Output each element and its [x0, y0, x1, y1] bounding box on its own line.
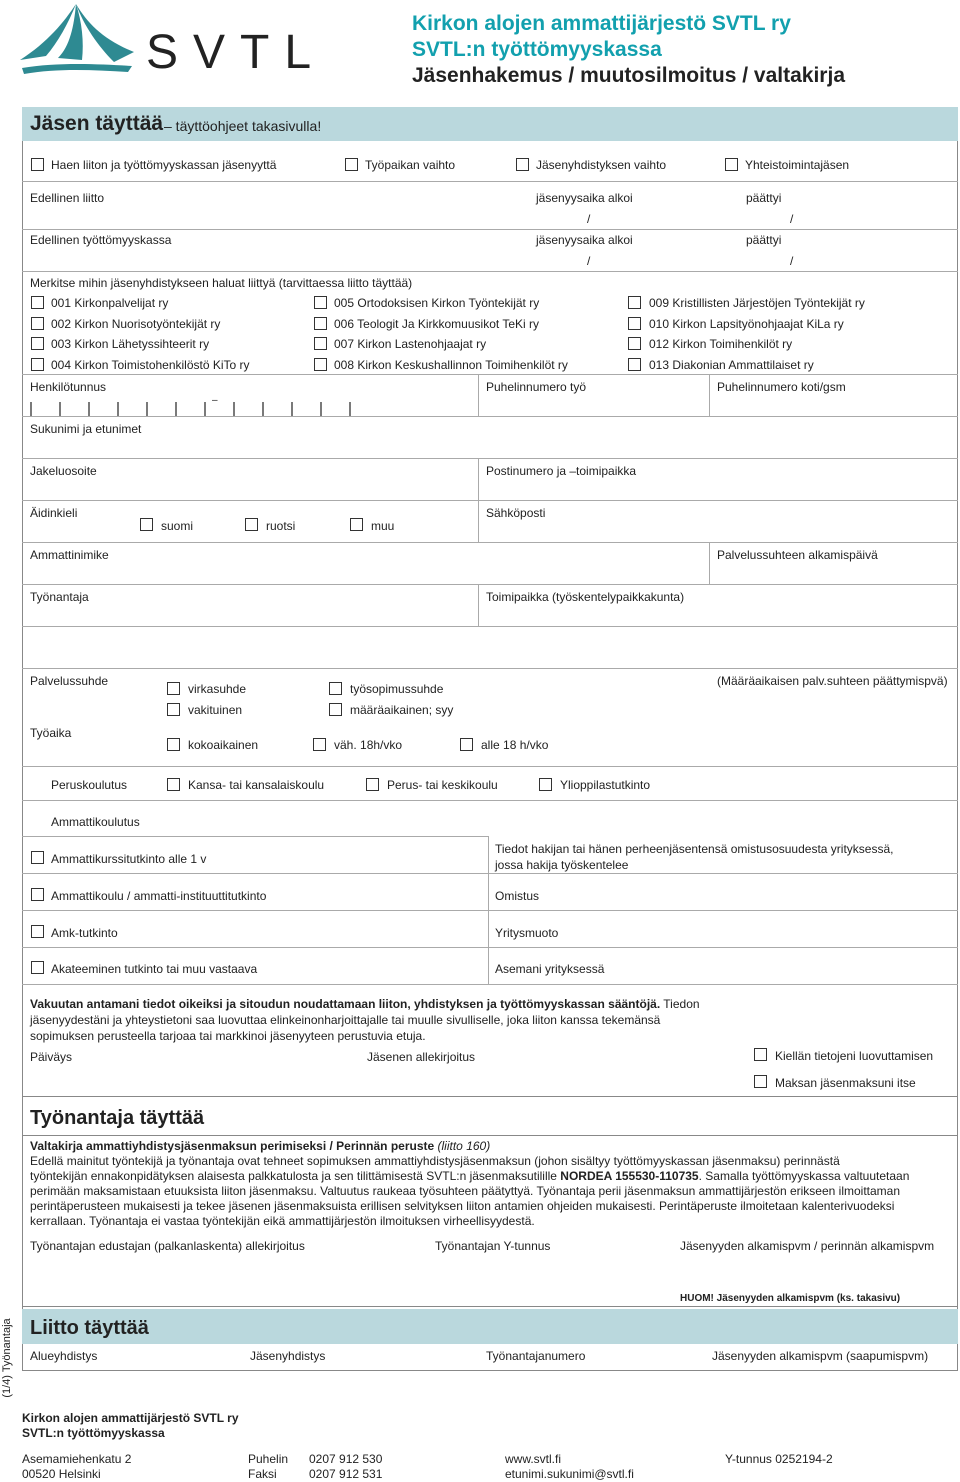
lang-fi: suomi — [161, 519, 194, 533]
checkbox-basic-1[interactable] — [167, 778, 180, 791]
mandate-line: perintäperusteen mukaisesti ja tekee jäsenen jäsenmaksuista erillisen selvityksen liiton antamien ohjeiden mukaisesti. Perintäperuste ilmoitetaan kalenterivuodeksi — [30, 1199, 895, 1213]
association-item: 004 Kirkon Toimistohenkilöstö KiTo ry — [51, 358, 250, 372]
footer-org-1: Kirkon alojen ammattijärjestö SVTL ry — [22, 1411, 239, 1425]
mandate-line: Edellä mainitut työntekijä ja työnantaja ovat tehneet sopimuksen ammattiyhdistysjäsenmaksun (johon sisältyy työttömyyskassan jäsenmaksu) perinnästä — [30, 1154, 840, 1168]
mandate-line-end: . Samalla työttömyyskassa valtuutetaan — [698, 1169, 910, 1183]
checkbox-deny-disclosure[interactable] — [754, 1048, 767, 1061]
association-item: 003 Kirkon Lähetyssihteerit ry — [51, 337, 210, 351]
divider-v — [478, 374, 479, 416]
option-min-18h: väh. 18h/vko — [334, 738, 403, 752]
divider-v — [488, 836, 489, 984]
association-item: 010 Kirkon Lapsityönohjaajat KiLa ry — [649, 317, 844, 331]
footer-phone-label: Puhelin — [248, 1452, 289, 1466]
footer-fax: 0207 912 531 — [309, 1467, 383, 1481]
header-title-3: Jäsenhakemus / muutosilmoitus / valtakirja — [412, 64, 845, 87]
checkbox-apply[interactable] — [31, 158, 44, 171]
option-permanent: vakituinen — [188, 703, 243, 717]
checkbox-under-18h[interactable] — [460, 738, 473, 751]
footer-phone: 0207 912 530 — [309, 1452, 383, 1466]
checkbox-office[interactable] — [167, 682, 180, 695]
association-item: 002 Kirkon Nuorisotyöntekijät ry — [51, 317, 221, 331]
divider — [22, 984, 958, 985]
declaration-line2: jäsenyydestäni ja yhteystietoni saa luovuttaa elinkeinonharjoittajalle tai muulle sivulliselle, joka liiton kanssa tekemänsä — [30, 1013, 661, 1027]
divider — [22, 668, 958, 669]
mandate-line: työntekijän ennakonpidätyksen alaisesta palkkatulosta ja sen tilittämisestä SVTL:n jäsenmaksutilille — [30, 1169, 557, 1183]
checkbox-cooperation-member[interactable] — [725, 158, 738, 171]
checkbox-association[interactable] — [628, 317, 641, 330]
association-item: 012 Kirkon Toimihenkilöt ry — [649, 337, 793, 351]
account-number: NORDEA 155530-110735 — [560, 1169, 699, 1183]
divider — [22, 910, 958, 911]
union-section-title: Liitto täyttää — [30, 1317, 149, 1339]
option-fixed-term: määräaikainen; syy — [350, 703, 454, 717]
label-phone-home: Puhelinnumero koti/gsm — [717, 380, 846, 394]
divider-v — [478, 584, 479, 626]
label-association: Jäsenyhdistys — [250, 1349, 326, 1363]
checkbox-association[interactable] — [628, 358, 641, 371]
divider — [22, 500, 958, 501]
label-membership-start: Jäsenyyden alkamispvm / perinnän alkamispvm — [680, 1239, 935, 1253]
label-service-start: Palvelussuhteen alkamispäivä — [717, 548, 878, 562]
label-end-2: päättyi — [746, 233, 782, 247]
option-office: virkasuhde — [188, 682, 247, 696]
divider-v — [709, 542, 710, 584]
option-basic-3: Ylioppilastutkinto — [560, 778, 651, 792]
option-contract: työsopimussuhde — [350, 682, 444, 696]
ownership-row: Omistus — [495, 889, 540, 903]
divider-v — [478, 500, 479, 542]
mandate-line: perimään maksamistaan etuuksista liiton jäsenmaksu. Valtuutus raukeaa työsuhteen päätyttyä. Työnantaja perii jäsenmaksun ammattijärjestön erikseen ilmoittaman — [30, 1184, 901, 1198]
label-employer-number: Työnantajanumero — [486, 1349, 586, 1363]
label-end-1: päättyi — [746, 191, 782, 205]
ssn-dash: – — [212, 395, 218, 406]
checkbox-voc-4[interactable] — [31, 961, 44, 974]
label-job-title: Ammattinimike — [30, 548, 109, 562]
association-item: 008 Kirkon Keskushallinnon Toimihenkilöt ry — [334, 358, 568, 372]
checkbox-association[interactable] — [31, 358, 44, 371]
checkbox-association[interactable] — [628, 337, 641, 350]
option-basic-1: Kansa- tai kansalaiskoulu — [188, 778, 325, 792]
checkbox-basic-2[interactable] — [366, 778, 379, 791]
checkbox-lang-sv[interactable] — [245, 518, 258, 531]
option-basic-2: Perus- tai keskikoulu — [387, 778, 498, 792]
divider-v — [478, 458, 479, 500]
label-previous-union: Edellinen liitto — [30, 191, 105, 205]
label-fixed-end: (Määräaikaisen palv.suhteen päättymispvä) — [717, 674, 948, 688]
checkbox-association[interactable] — [314, 296, 327, 309]
association-item: 009 Kristillisten Järjestöjen Työntekijät ry — [649, 296, 865, 310]
declaration-bold: Vakuutan antamani tiedot oikeiksi ja sitoudun noudattamaan liiton, yhdistyksen ja työttömyyskassan sääntöjä. — [30, 997, 661, 1011]
checkbox-pay-self[interactable] — [754, 1075, 767, 1088]
label-name: Sukunimi ja etunimet — [30, 422, 142, 436]
label-employer-ytunnus: Työnantajan Y-tunnus — [435, 1239, 551, 1253]
label-regional: Alueyhdistys — [30, 1349, 98, 1363]
label-address: Jakeluosoite — [30, 464, 97, 478]
option-under-18h: alle 18 h/vko — [481, 738, 549, 752]
option-pay-self: Maksan jäsenmaksuni itse — [775, 1076, 916, 1090]
frame-left — [22, 141, 23, 1370]
association-item: 006 Teologit Ja Kirkkomuusikot TeKi ry — [334, 317, 539, 331]
side-label: (1/4) Työnantaja — [1, 1318, 13, 1398]
label-employer-signature: Työnantajan edustajan (palkanlaskenta) allekirjoitus — [30, 1239, 305, 1253]
checkbox-voc-3[interactable] — [31, 925, 44, 938]
label-postal: Postinumero ja –toimipaikka — [486, 464, 637, 478]
association-item: 013 Diakonian Ammattilaiset ry — [649, 358, 814, 372]
label-start-1: jäsenyysaika alkoi — [536, 191, 633, 205]
label-ssn: Henkilötunnus — [30, 380, 107, 394]
ownership-row: Asemani yrityksessä — [495, 962, 605, 976]
option-full-time: kokoaikainen — [188, 738, 259, 752]
checkbox-association[interactable] — [314, 337, 327, 350]
divider — [22, 1096, 958, 1097]
option-voc-3: Amk-tutkinto — [51, 926, 118, 940]
checkbox-association[interactable] — [31, 317, 44, 330]
label-date: Päiväys — [30, 1050, 73, 1064]
divider — [22, 873, 958, 874]
divider — [22, 836, 488, 837]
mandate-liitto: (liitto 160) — [434, 1139, 491, 1153]
checkbox-voc-1[interactable] — [31, 851, 44, 864]
label-member-signature: Jäsenen allekirjoitus — [367, 1050, 476, 1064]
footer-ytunnus: Y-tunnus 0252194-2 — [725, 1452, 833, 1466]
option-voc-1: Ammattikurssitutkinto alle 1 v — [51, 852, 207, 866]
label-phone-work: Puhelinnumero työ — [486, 380, 587, 394]
divider — [22, 947, 958, 948]
label-workplace: Toimipaikka (työskentelypaikkakunta) — [486, 590, 685, 604]
checkbox-voc-2[interactable] — [31, 888, 44, 901]
label-start-2: jäsenyysaika alkoi — [536, 233, 633, 247]
divider — [22, 626, 958, 627]
divider — [22, 1306, 958, 1307]
divider-v — [709, 374, 710, 416]
ownership-title-2: jossa hakija työskentelee — [495, 858, 629, 872]
declaration-line1: Tiedon — [660, 997, 700, 1011]
slash: / — [587, 212, 591, 226]
ownership-title-1: Tiedot hakijan tai hänen perheenjäsentensä omistusosuudesta yrityksessä, — [495, 842, 894, 856]
mandate-line: kerrallaan. Työnantaja ei vastaa työntekijän eikä ammattijärjestön ilmoituksen virheellisyydestä. — [30, 1214, 535, 1228]
divider — [22, 584, 958, 585]
label-email: Sähköposti — [486, 506, 546, 520]
slash: / — [790, 254, 794, 268]
label-previous-fund: Edellinen työttömyyskassa — [30, 233, 172, 247]
checkbox-lang-other[interactable] — [350, 518, 363, 531]
checkbox-basic-3[interactable] — [539, 778, 552, 791]
checkbox-min-18h[interactable] — [313, 738, 326, 751]
footer-street: Asemamiehenkatu 2 — [22, 1452, 132, 1466]
header-title-2: SVTL:n työttömyyskassa — [412, 38, 662, 61]
label-relation: Palvelussuhde — [30, 674, 109, 688]
label-employer: Työnantaja — [30, 590, 89, 604]
frame-right — [957, 141, 958, 1370]
declaration-text — [30, 996, 730, 1044]
svtl-logo — [18, 2, 136, 74]
mandate-title: Valtakirja ammattiyhdistysjäsenmaksun perimiseksi / Perinnän peruste — [30, 1139, 435, 1153]
footer-web[interactable]: www.svtl.fi — [505, 1452, 562, 1466]
mandate-text — [30, 1139, 950, 1229]
association-item: 001 Kirkonpalvelijat ry — [51, 296, 169, 310]
slash: / — [587, 254, 591, 268]
checkbox-lang-fi[interactable] — [140, 518, 153, 531]
input-line[interactable] — [22, 271, 958, 272]
label-union-start: Jäsenyyden alkamispvm (saapumispvm) — [712, 1349, 929, 1363]
member-instructions: – täyttöohjeet takasivulla! — [164, 118, 322, 134]
label-basic-education: Peruskoulutus — [51, 778, 128, 792]
checkbox-workplace-change[interactable] — [345, 158, 358, 171]
header-title-1: Kirkon alojen ammattijärjestö SVTL ry — [412, 12, 791, 35]
divider — [22, 542, 958, 543]
option-voc-4: Akateeminen tutkinto tai muu vastaava — [51, 962, 258, 976]
divider — [22, 458, 958, 459]
footer-org-2: SVTL:n työttömyyskassa — [22, 1426, 165, 1440]
checkbox-full-time[interactable] — [167, 738, 180, 751]
lang-other: muu — [371, 519, 395, 533]
logo-text: SVTL — [146, 26, 327, 79]
divider — [22, 766, 958, 767]
divider — [22, 181, 958, 182]
checkbox-fixed-term[interactable] — [329, 703, 342, 716]
employer-section-title: Työnantaja täyttää — [30, 1107, 205, 1129]
divider — [22, 1370, 958, 1371]
lang-sv: ruotsi — [266, 519, 296, 533]
note: HUOM! Jäsenyyden alkamispvm (ks. takasivu) — [680, 1293, 901, 1304]
divider — [22, 374, 958, 375]
ownership-row: Yritysmuoto — [495, 926, 559, 940]
option-voc-2: Ammattikoulu / ammatti-instituuttitutkinto — [51, 889, 267, 903]
checkbox-association[interactable] — [31, 337, 44, 350]
footer-email[interactable]: etunimi.sukunimi@svtl.fi — [505, 1467, 634, 1481]
change-cooperation: Yhteistoimintajäsen — [745, 158, 850, 172]
change-workplace: Työpaikan vaihto — [365, 158, 456, 172]
association-item: 005 Ortodoksisen Kirkon Työntekijät ry — [334, 296, 540, 310]
checkbox-association[interactable] — [314, 358, 327, 371]
declaration-line3: sopimuksen perusteella tarjoaa tai markkinoi jäsenyyteen perustuvia etuja. — [30, 1029, 426, 1043]
ssn-boxes[interactable] — [30, 400, 360, 416]
divider — [22, 416, 958, 417]
checkbox-association[interactable] — [314, 317, 327, 330]
label-vocational: Ammattikoulutus — [51, 815, 140, 829]
change-association: Jäsenyhdistyksen vaihto — [536, 158, 667, 172]
input-line[interactable] — [22, 229, 958, 230]
associations-label: Merkitse mihin jäsenyhdistykseen haluat liittyä (tarvittaessa liitto täyttää) — [30, 276, 413, 290]
member-section-title: Jäsen täyttää — [30, 112, 164, 135]
checkbox-association[interactable] — [628, 296, 641, 309]
footer-city: 00520 Helsinki — [22, 1467, 101, 1481]
checkbox-permanent[interactable] — [167, 703, 180, 716]
divider — [22, 800, 958, 801]
divider — [22, 1135, 958, 1136]
option-deny: Kiellän tietojeni luovuttamisen — [775, 1049, 934, 1063]
association-item: 007 Kirkon Lastenohjaajat ry — [334, 337, 487, 351]
change-apply: Haen liiton ja työttömyyskassan jäsenyyttä — [51, 158, 277, 172]
union-section-bar — [22, 1309, 958, 1344]
checkbox-contract[interactable] — [329, 682, 342, 695]
footer-fax-label: Faksi — [248, 1467, 277, 1481]
checkbox-association-change[interactable] — [516, 158, 529, 171]
label-hours: Työaika — [30, 726, 72, 740]
checkbox-association[interactable] — [31, 296, 44, 309]
slash: / — [790, 212, 794, 226]
label-language: Äidinkieli — [30, 506, 78, 520]
